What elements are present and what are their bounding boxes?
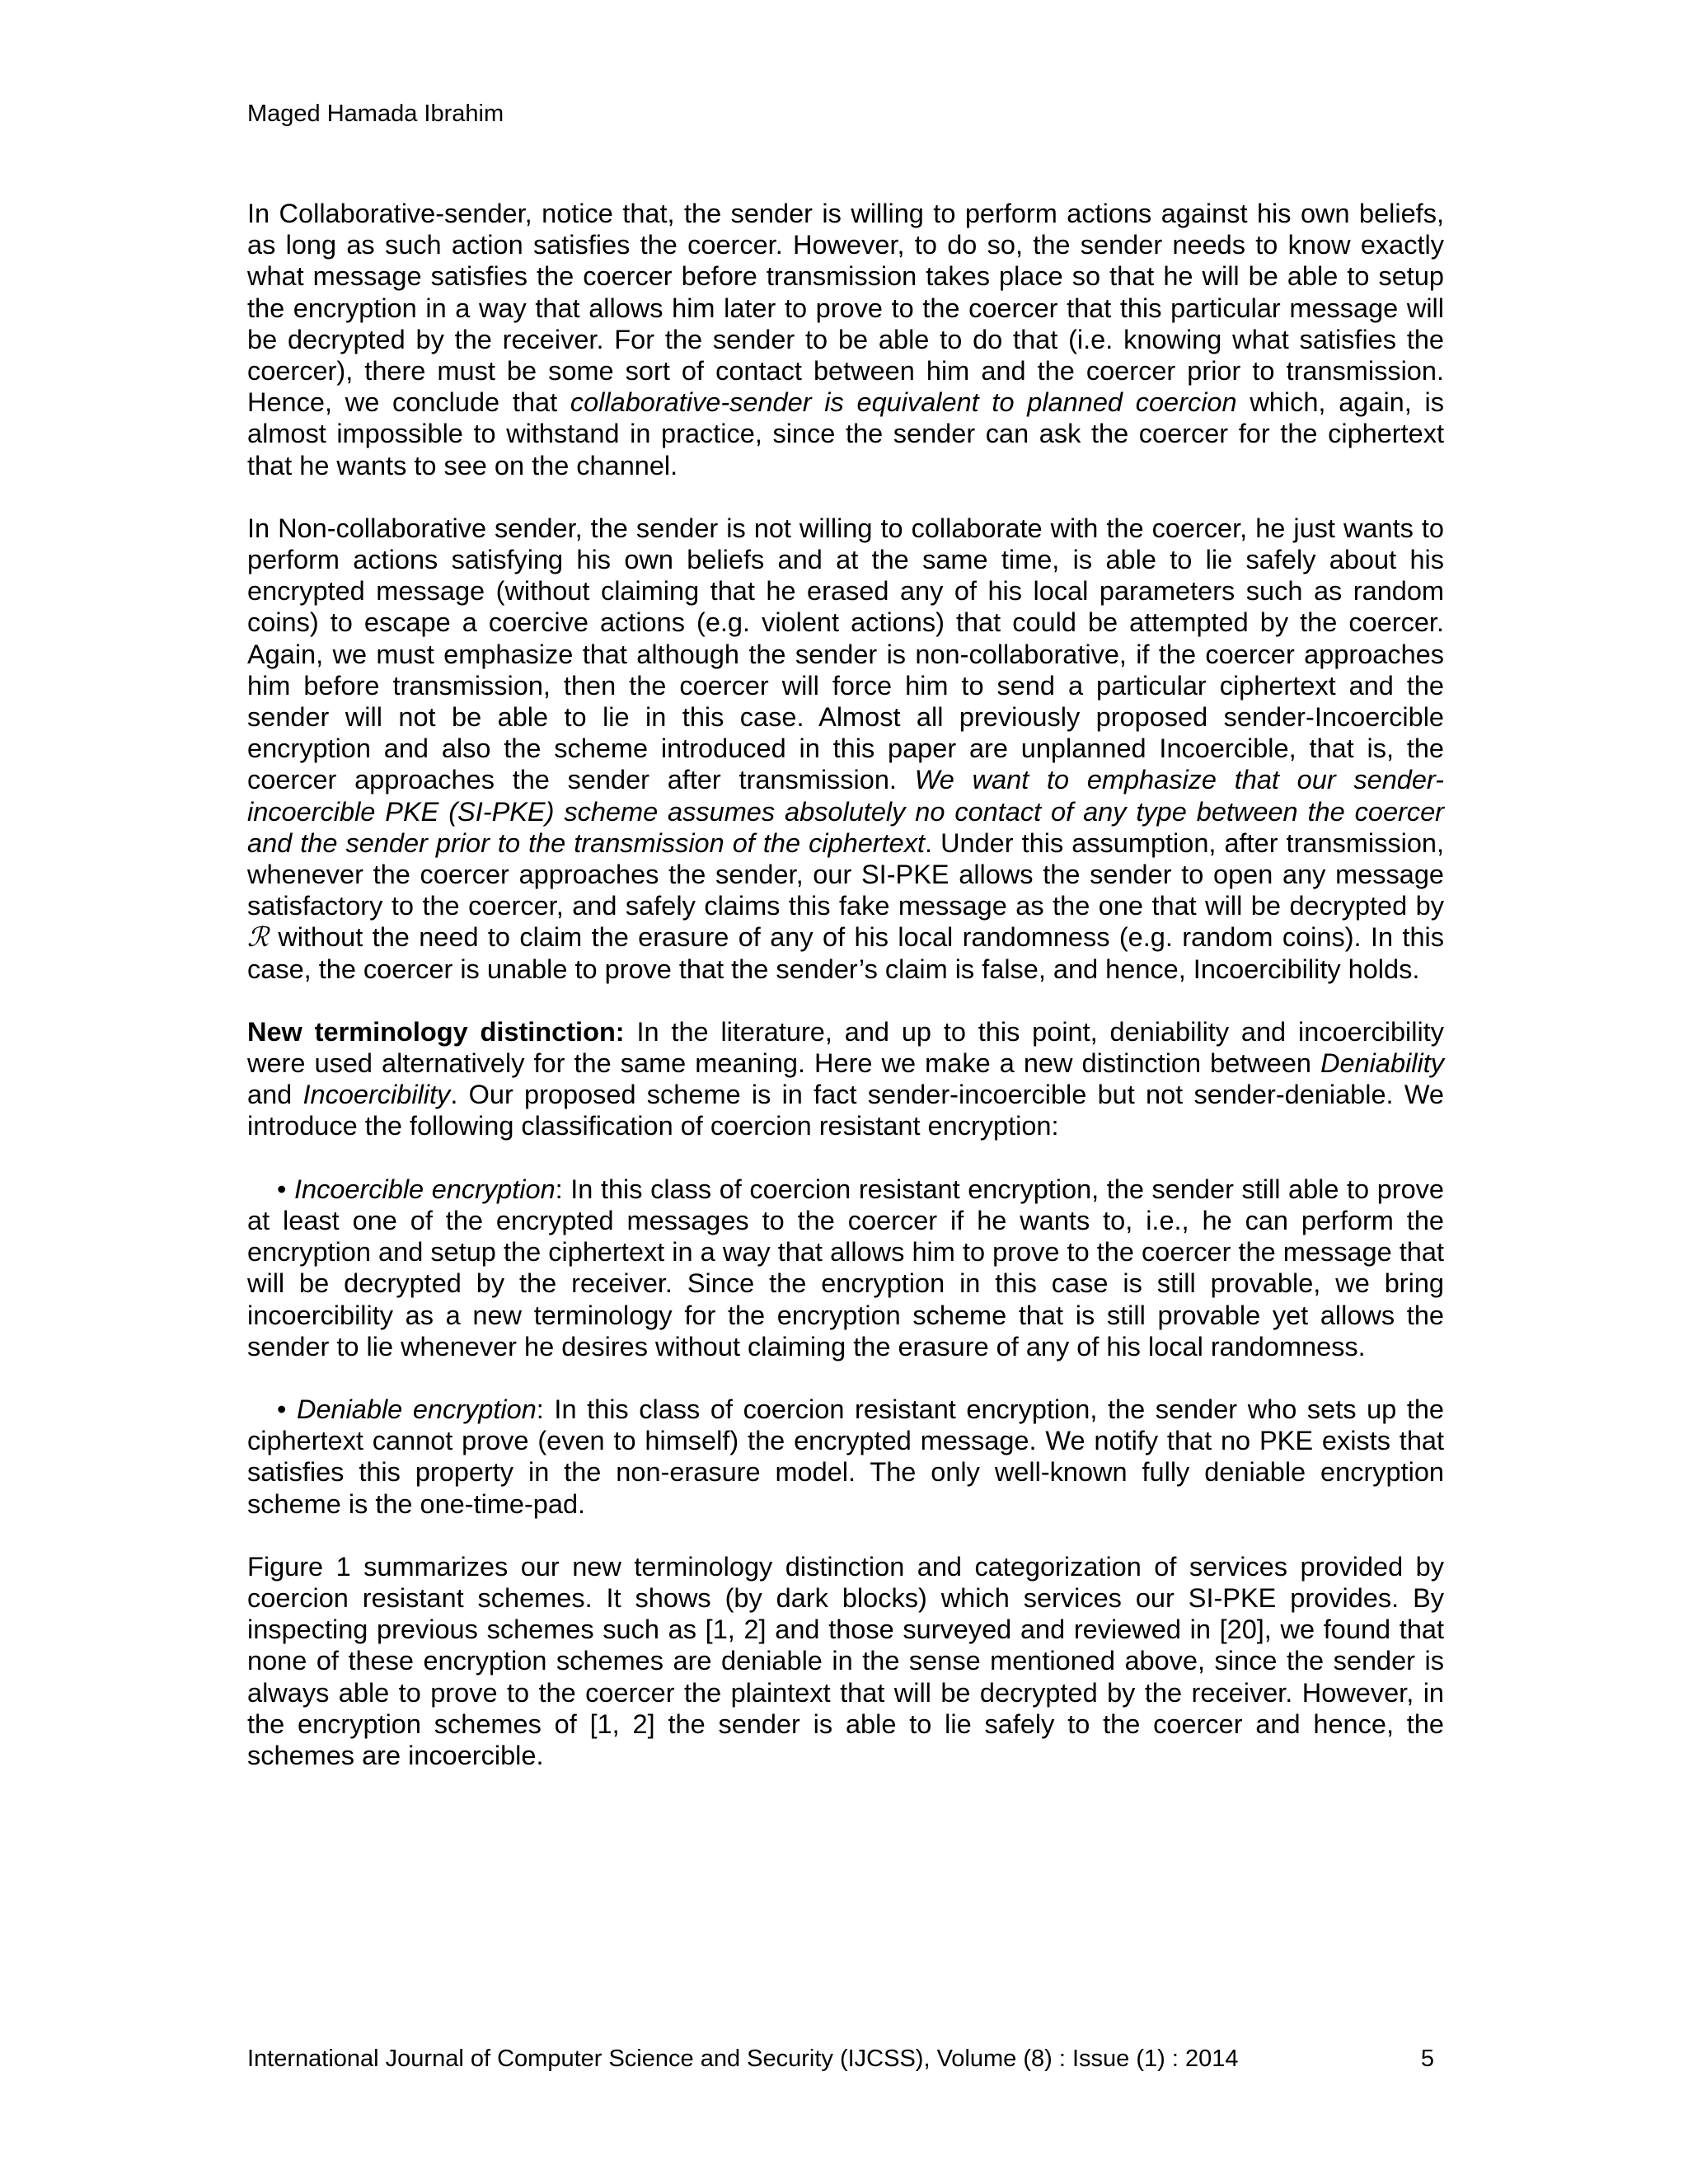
body-text: [247, 198, 1444, 1802]
bullet-incoercible-encryption: • Incoercible encryption: In this class of coercion resistant encryption, the sender still able to prove at least one of the encrypted messages to the coercer if he wants to, i.e., he can perform the encryption and setup the ciphertext in a way that allows him to prove to the coercer the message that will be decrypted by the receiver. Since the encryption in this case is still provable, we bring incoercibility as a new terminology for the encryption scheme that is still provable yet allows the sender to lie whenever he desires without claiming the erasure of any of his local randomness.: [247, 1174, 1444, 1361]
terminology-heading: New terminology distinction:: [247, 1016, 625, 1047]
bullet-mark: •: [277, 1174, 294, 1204]
emphasis-planned-coercion: collaborative-sender is equivalent to planned coercion: [570, 387, 1237, 418]
paragraph-collaborative-sender: In Collaborative-sender, notice that, the sender is willing to perform actions against his own beliefs, as long as such action satisfies the coercer. However, to do so, the sender needs to know exactly what message satisfies the coercer before transmission takes place so that he will be able to setup the encryption in a way that allows him later to prove to the coercer that this particular message will be decrypted by the receiver. For the sender to be able to do that (i.e. knowing what satisfies the coercer), there must be some sort of contact between him and the coercer prior to transmission. Hence, we conclude that collaborative-sender is equivalent to planned coercion which, again, is almost impossible to withstand in practice, since the sender can ask the coercer for the ciphertext that he wants to see on the channel.: [247, 199, 1444, 480]
footer-journal-citation: International Journal of Computer Science and Security (IJCSS), Volume (8) : Issue (1) : 2014: [247, 2046, 1239, 2072]
running-header-author: Maged Hamada Ibrahim: [247, 101, 504, 127]
bullet-deniable-encryption: • Deniable encryption: In this class of coercion resistant encryption, the sender who sets up the ciphertext cannot prove (even to himself) the encrypted message. We notify that no PKE exists that satisfies this property in the non-erasure model. The only well-known fully deniable encryption scheme is the one-time-pad.: [247, 1394, 1444, 1519]
bullet-mark: •: [277, 1394, 297, 1424]
paragraph-figure-summary: Figure 1 summarizes our new terminology distinction and categorization of services provided by coercion resistant schemes. It shows (by dark blocks) which services our SI-PKE provides. By inspecting previous schemes such as [1, 2] and those surveyed and reviewed in [20], we found that none of these encryption schemes are deniable in the sense mentioned above, since the sender is always able to prove to the coercer the plaintext that will be decrypted by the receiver. However, in the encryption schemes of [1, 2] the sender is able to lie safely to the coercer and hence, the schemes are incoercible.: [247, 1551, 1444, 1770]
receiver-symbol: ℛ: [247, 921, 269, 954]
paragraph-non-collaborative-sender: In Non-collaborative sender, the sender is not willing to collaborate with the coercer, he just wants to perform actions satisfying his own beliefs and at the same time, is able to lie safely about his encrypted message (without claiming that he erased any of his local parameters such as random coins) to escape a coercive actions (e.g. violent actions) that could be attempted by the coercer. Again, we must emphasize that although the sender is non-collaborative, if the coercer approaches him before transmission, then the coercer will force him to send a particular ciphertext and the sender will not be able to lie in this case. Almost all previously proposed sender-Incoercible encryption and also the scheme introduced in this paper are unplanned Incoercible, that is, the coercer approaches the sender after transmission. We want to emphasize that our sender-incoercible PKE (SI-PKE) scheme assumes absolutely no contact of any type between the coercer and the sender prior to the transmission of the ciphertext. Under this assumption, after transmission, whenever the coercer approaches the sender, our SI-PKE allows the sender to open any message satisfactory to the coercer, and safely claims this fake message as the one that will be decrypted by ℛ without the need to claim the erasure of any of his local randomness (e.g. random coins). In this case, the coercer is unable to prove that the sender’s claim is false, and hence, Incoercibility holds.: [247, 513, 1444, 984]
page-number: 5: [1420, 2046, 1434, 2072]
emphasis-no-contact-assumption: We want to emphasize that our sender-incoercible PKE (SI-PKE) scheme assumes absolutely no contact of any type between the coercer and the sender prior to the transmission of the ciphertext: [247, 765, 1444, 858]
paragraph-terminology-distinction: New terminology distinction: In the literature, and up to this point, deniability and incoercibility were used alternatively for the same meaning. Here we make a new distinction between Deniability and Incoercibility. Our proposed scheme is in fact sender-incoercible but not sender-deniable. We introduce the following classification of coercion resistant encryption:: [247, 1016, 1444, 1141]
